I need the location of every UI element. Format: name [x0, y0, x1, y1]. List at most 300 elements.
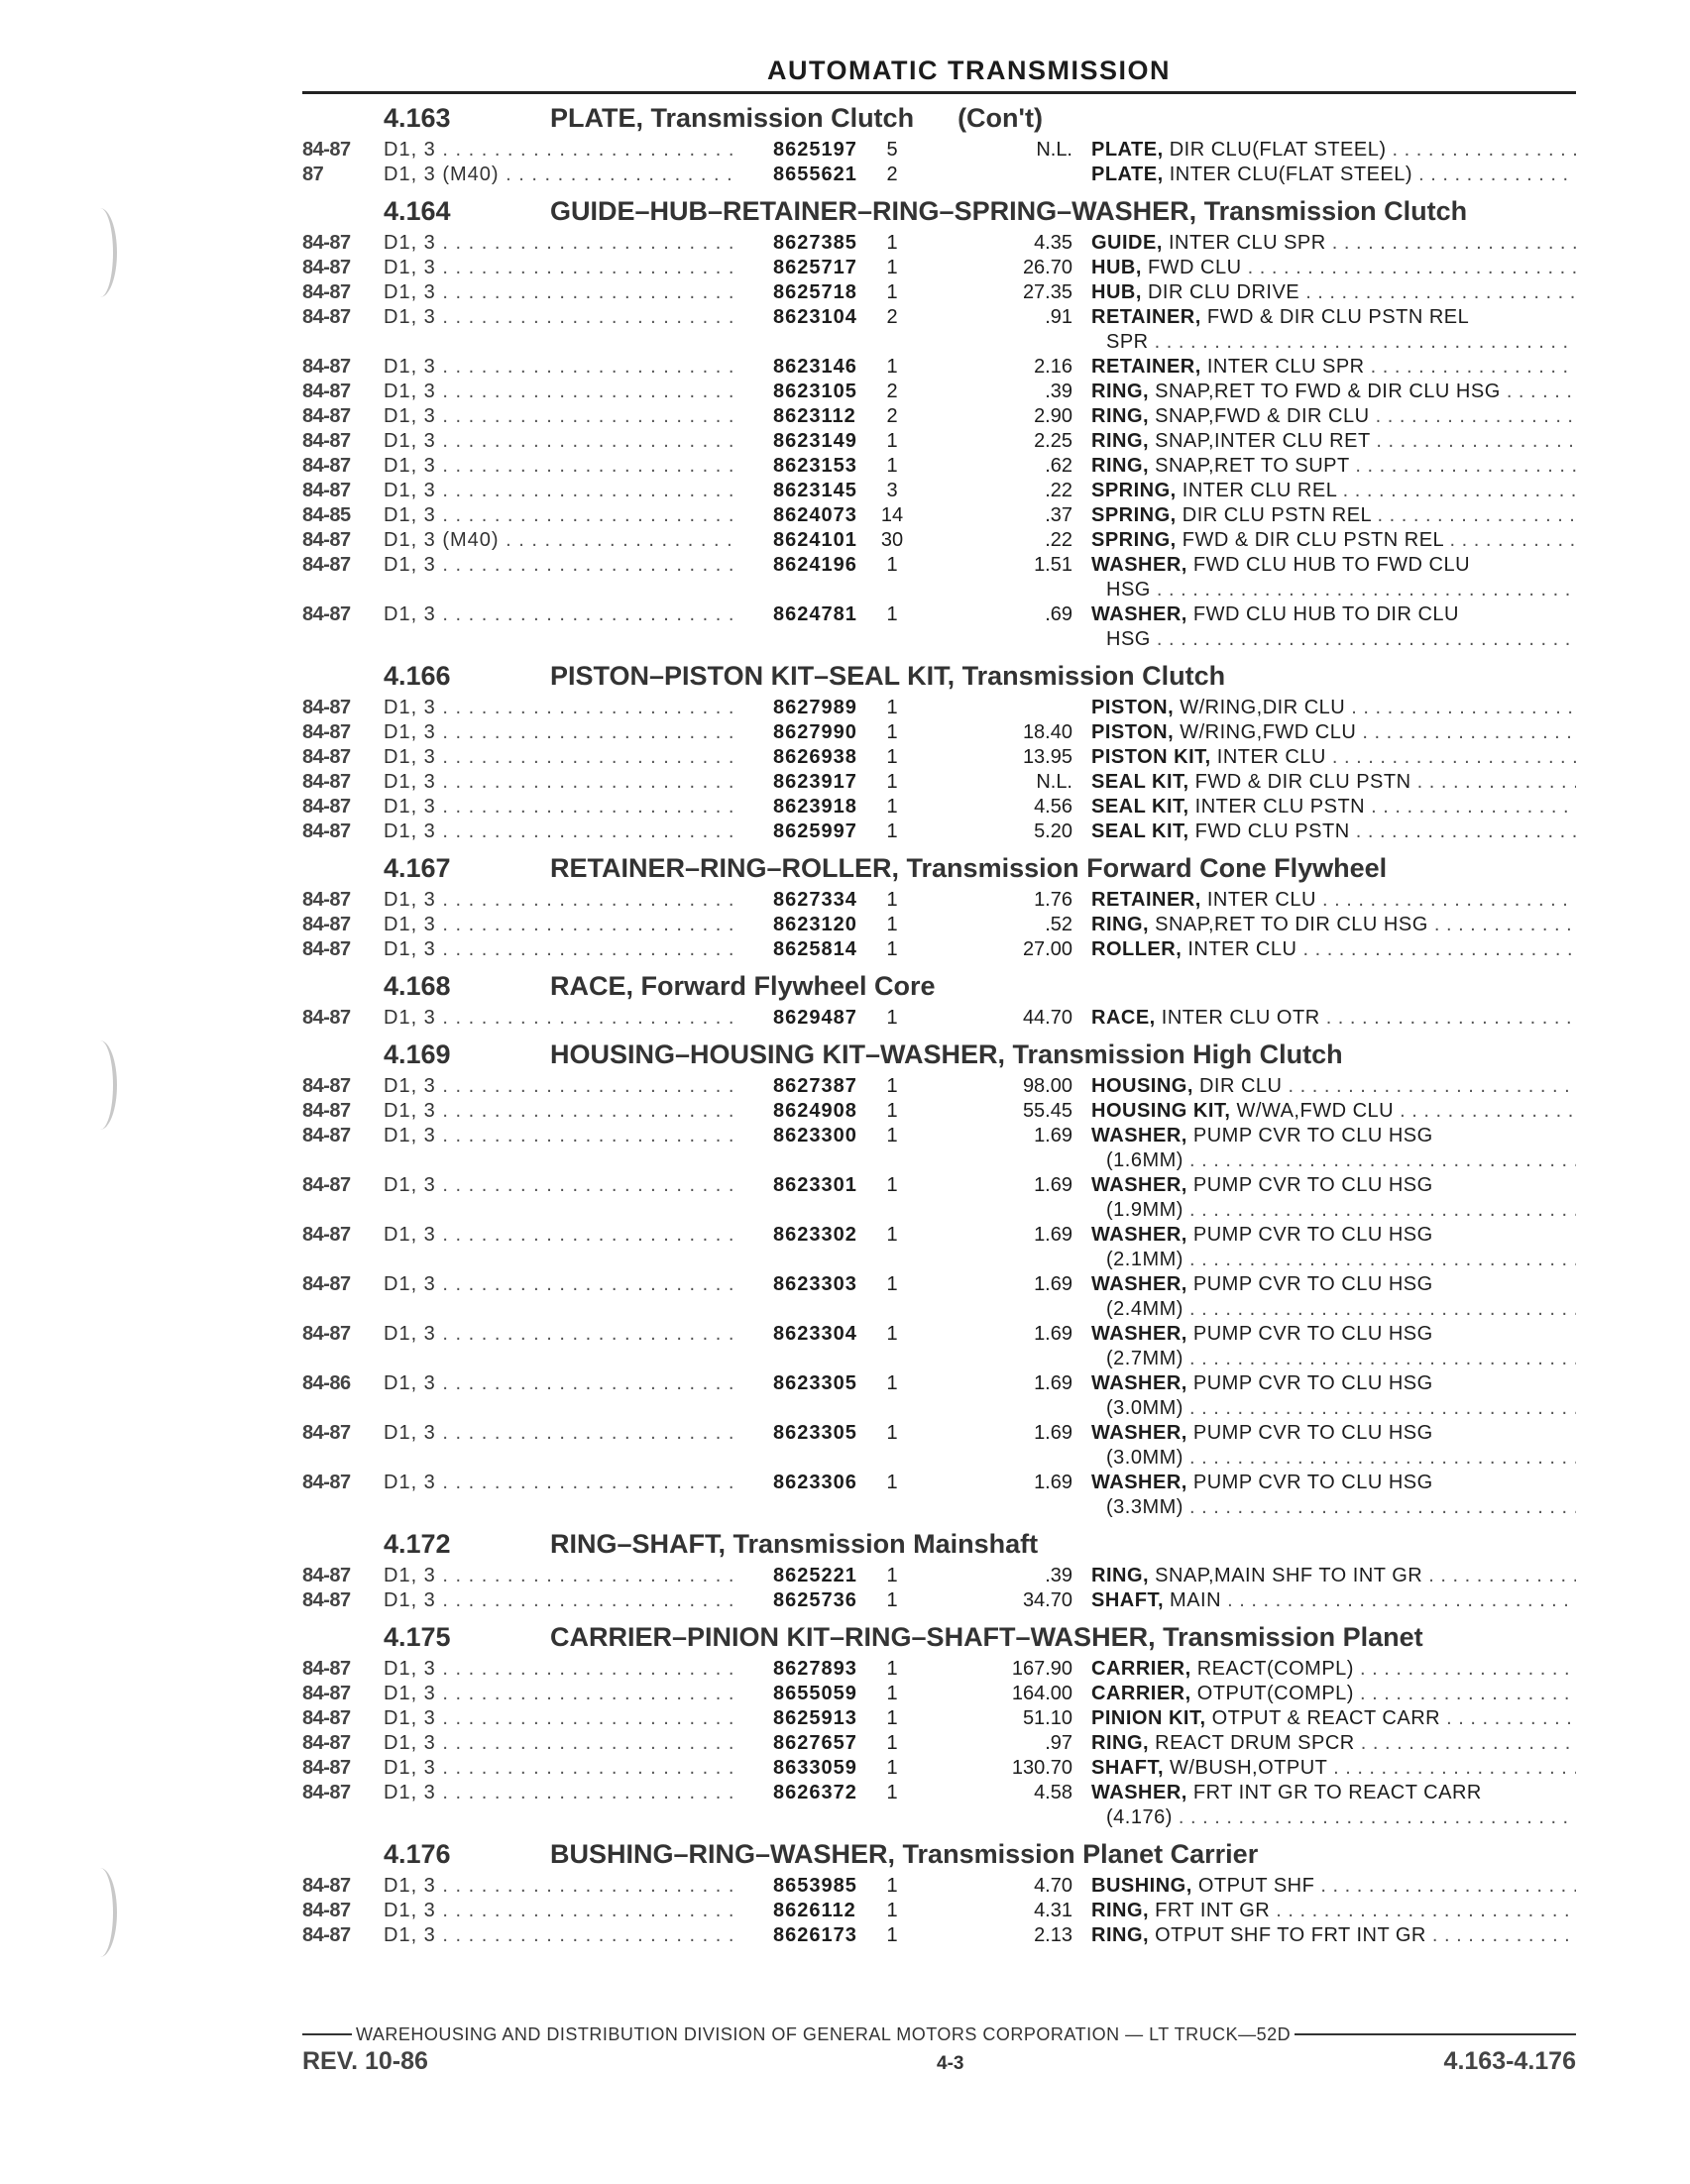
- list-price: 1.69: [1034, 1273, 1072, 1295]
- part-description: [1091, 1706, 1576, 1731]
- quantity: 1: [886, 1565, 898, 1586]
- model-years: 84-87: [302, 480, 351, 501]
- part-row: [302, 1471, 1576, 1520]
- list-price: 2.90: [1034, 405, 1072, 427]
- model-series: D1, 3 . . .: [384, 1874, 740, 1899]
- part-row: [302, 355, 1576, 380]
- description-line: [1091, 1874, 1576, 1899]
- part-description: [1091, 1371, 1576, 1421]
- model-years: 84-87: [302, 889, 351, 911]
- part-row: [302, 1322, 1576, 1371]
- model-years: 84-87: [302, 1658, 351, 1680]
- part-row: [302, 1706, 1576, 1731]
- part-name: PLATE,: [1091, 139, 1164, 161]
- model-series: D1, 3 . . .: [384, 404, 740, 429]
- part-row: [302, 138, 1576, 163]
- description-text: SNAP,RET TO SUPT: [1149, 455, 1350, 477]
- description-line: [1091, 256, 1576, 280]
- model-years: 84-87: [302, 796, 351, 818]
- part-description: [1091, 1006, 1576, 1031]
- part-number: 8625221: [773, 1565, 857, 1586]
- part-number: 8623306: [773, 1472, 857, 1493]
- part-number: 8625717: [773, 257, 857, 278]
- part-number: 8627989: [773, 697, 857, 718]
- section-title-text: HOUSING–HOUSING KIT–WASHER, Transmission High Clutch: [550, 1039, 1343, 1069]
- section-heading: [302, 1617, 1576, 1657]
- part-row: [302, 429, 1576, 454]
- model-years: 84-87: [302, 430, 351, 452]
- model-series: D1, 3 . . .: [384, 231, 740, 256]
- quantity: 1: [886, 820, 898, 842]
- quantity: 1: [886, 1732, 898, 1754]
- part-description: [1091, 1173, 1576, 1223]
- part-number: 8623305: [773, 1422, 857, 1444]
- quantity: 1: [886, 1900, 898, 1921]
- model-years: 84-87: [302, 1924, 351, 1946]
- part-name: RING,: [1091, 1732, 1150, 1754]
- description-text: FWD & DIR CLU PSTN: [1188, 771, 1411, 793]
- part-row: [302, 1657, 1576, 1682]
- part-description: [1091, 1923, 1576, 1948]
- description-line: [1091, 1006, 1576, 1031]
- description-line: [1091, 770, 1576, 795]
- description-text: SNAP,INTER CLU RET: [1149, 430, 1371, 452]
- part-row: [302, 163, 1576, 187]
- list-price: 1.69: [1034, 1224, 1072, 1246]
- part-row: [302, 1124, 1576, 1173]
- part-name: RING,: [1091, 914, 1150, 935]
- list-price: .22: [1045, 529, 1072, 551]
- part-row: [302, 1874, 1576, 1899]
- model-years: 84-87: [302, 405, 351, 427]
- description-continuation: (3.0MM) . . .: [1091, 1446, 1576, 1471]
- model-series: D1, 3 . . .: [384, 1564, 740, 1588]
- description-line: [1091, 1588, 1576, 1613]
- description-line: [1091, 355, 1576, 380]
- description-text: FRT INT GR: [1149, 1900, 1271, 1921]
- section-heading: [302, 966, 1576, 1006]
- part-name: SEAL KIT,: [1091, 796, 1189, 818]
- part-description: [1091, 528, 1576, 553]
- footer-rule-right: [1295, 2033, 1576, 2035]
- part-description: [1091, 1074, 1576, 1099]
- model-years: 84-87: [302, 603, 351, 625]
- part-number: 8625197: [773, 139, 857, 161]
- part-description: [1091, 163, 1576, 187]
- footer-publisher-line: [302, 2021, 1576, 2047]
- quantity: 14: [880, 504, 904, 526]
- catalog-section: [302, 848, 1576, 962]
- list-price: .97: [1045, 1732, 1072, 1754]
- model-series: D1, 3 . . .: [384, 503, 740, 528]
- model-years: 84-87: [302, 1683, 351, 1704]
- model-series: D1, 3 . . .: [384, 937, 740, 962]
- description-text: OTPUT(COMPL): [1190, 1683, 1354, 1704]
- part-row: [302, 1421, 1576, 1471]
- part-description: [1091, 1731, 1576, 1756]
- part-row: [302, 280, 1576, 305]
- part-description: [1091, 696, 1576, 720]
- model-years: 84-87: [302, 1589, 351, 1611]
- model-years: 84-87: [302, 1323, 351, 1345]
- section-number: 4.167: [384, 853, 451, 883]
- part-name: SPRING,: [1091, 529, 1177, 551]
- section-heading: [302, 848, 1576, 888]
- part-number: 8626173: [773, 1924, 857, 1946]
- section-title: [550, 1617, 1423, 1657]
- part-number: 8655621: [773, 164, 857, 185]
- section-title-text: GUIDE–HUB–RETAINER–RING–SPRING–WASHER, Transmission Clutch: [550, 196, 1468, 226]
- description-text: INTER CLU: [1210, 746, 1326, 768]
- part-row: [302, 1564, 1576, 1588]
- list-price: 2.13: [1034, 1924, 1072, 1946]
- part-number: 8627990: [773, 721, 857, 743]
- section-heading: [302, 1035, 1576, 1074]
- part-row: [302, 1272, 1576, 1322]
- list-price: 4.31: [1034, 1900, 1072, 1921]
- model-series: D1, 3 . . .: [384, 380, 740, 404]
- description-text: SNAP,FWD & DIR CLU: [1149, 405, 1370, 427]
- description-text: FWD CLU PSTN: [1188, 820, 1350, 842]
- part-name: RING,: [1091, 1924, 1150, 1946]
- part-description: [1091, 355, 1576, 380]
- part-number: 8623145: [773, 480, 857, 501]
- part-description: [1091, 602, 1576, 652]
- list-price: 130.70: [1011, 1757, 1072, 1779]
- quantity: 1: [886, 889, 898, 911]
- model-years: 84-87: [302, 455, 351, 477]
- part-number: 8624101: [773, 529, 857, 551]
- part-name: WASHER,: [1091, 1372, 1187, 1394]
- quantity: 1: [886, 554, 898, 576]
- model-years: 84-87: [302, 1732, 351, 1754]
- description-continuation: HSG . . .: [1091, 578, 1576, 602]
- list-price: 4.58: [1034, 1782, 1072, 1803]
- part-description: [1091, 1322, 1576, 1371]
- part-row: [302, 1899, 1576, 1923]
- model-years: 84-87: [302, 1125, 351, 1147]
- part-number: 8627657: [773, 1732, 857, 1754]
- model-years: 84-87: [302, 356, 351, 378]
- part-row: [302, 1223, 1576, 1272]
- section-title: [550, 1834, 1258, 1874]
- description-continuation: (4.176) . . .: [1091, 1805, 1576, 1830]
- part-name: RING,: [1091, 381, 1150, 402]
- quantity: 1: [886, 1174, 898, 1196]
- part-number: 8623303: [773, 1273, 857, 1295]
- list-price: 51.10: [1022, 1707, 1072, 1729]
- description-text: SNAP,MAIN SHF TO INT GR: [1149, 1565, 1423, 1586]
- part-number: 8623300: [773, 1125, 857, 1147]
- model-series: D1, 3 . . .: [384, 770, 740, 795]
- description-line: [1091, 937, 1576, 962]
- quantity: 1: [886, 697, 898, 718]
- part-number: 8624196: [773, 554, 857, 576]
- model-years: 84-87: [302, 1100, 351, 1122]
- quantity: 1: [886, 1707, 898, 1729]
- description-line: [1091, 819, 1576, 844]
- part-number: 8623104: [773, 306, 857, 328]
- quantity: 1: [886, 1924, 898, 1946]
- part-description: [1091, 819, 1576, 844]
- section-range: 4.163-4.176: [1443, 2047, 1576, 2075]
- part-number: 8625736: [773, 1589, 857, 1611]
- part-row: [302, 256, 1576, 280]
- description-line: [1091, 1899, 1576, 1923]
- description-text: DIR CLU DRIVE: [1141, 281, 1300, 303]
- catalog-page: [302, 52, 1576, 1948]
- description-line: [1091, 1223, 1576, 1248]
- part-description: [1091, 429, 1576, 454]
- part-name: WASHER,: [1091, 1422, 1187, 1444]
- section-heading: [302, 656, 1576, 696]
- part-description: [1091, 795, 1576, 819]
- model-years: 84-87: [302, 1472, 351, 1493]
- quantity: 1: [886, 746, 898, 768]
- description-line: [1091, 163, 1576, 187]
- model-series: D1, 3 . . .: [384, 913, 740, 937]
- model-series: D1, 3 . . .: [384, 454, 740, 479]
- part-description: [1091, 888, 1576, 913]
- description-continuation: (1.9MM) . . .: [1091, 1198, 1576, 1223]
- binder-hole-mark: [83, 1040, 117, 1130]
- model-years: 84-87: [302, 938, 351, 960]
- section-heading: [302, 191, 1576, 231]
- part-description: [1091, 231, 1576, 256]
- quantity: 1: [886, 771, 898, 793]
- quantity: 1: [886, 1372, 898, 1394]
- list-price: 13.95: [1022, 746, 1072, 768]
- model-years: 84-87: [302, 529, 351, 551]
- description-line: [1091, 1173, 1576, 1198]
- list-price: 4.70: [1034, 1875, 1072, 1897]
- list-price: 4.35: [1034, 232, 1072, 254]
- list-price: 2.25: [1034, 430, 1072, 452]
- description-text: INTER CLU REL: [1176, 480, 1337, 501]
- part-row: [302, 888, 1576, 913]
- part-description: [1091, 1564, 1576, 1588]
- description-line: [1091, 1421, 1576, 1446]
- model-series: D1, 3 . . .: [384, 1322, 740, 1347]
- part-row: [302, 1371, 1576, 1421]
- part-number: 8623301: [773, 1174, 857, 1196]
- list-price: .37: [1045, 504, 1072, 526]
- model-series: D1, 3 . . .: [384, 1272, 740, 1297]
- part-row: [302, 602, 1576, 652]
- part-name: SEAL KIT,: [1091, 820, 1189, 842]
- part-name: RING,: [1091, 430, 1150, 452]
- model-series: D1, 3 . . .: [384, 305, 740, 330]
- model-series: D1, 3 . . .: [384, 1124, 740, 1148]
- part-number: 8623302: [773, 1224, 857, 1246]
- part-row: [302, 305, 1576, 355]
- part-row: [302, 553, 1576, 602]
- section-title: [550, 848, 1387, 888]
- model-series: D1, 3 . . .: [384, 1899, 740, 1923]
- list-price: N.L.: [1036, 139, 1072, 161]
- quantity: 1: [886, 914, 898, 935]
- list-price: 27.00: [1022, 938, 1072, 960]
- model-years: 84-87: [302, 306, 351, 328]
- model-series: D1, 3 . . .: [384, 696, 740, 720]
- part-row: [302, 1923, 1576, 1948]
- model-years: 84-87: [302, 1757, 351, 1779]
- part-number: 8623917: [773, 771, 857, 793]
- part-number: 8623146: [773, 356, 857, 378]
- description-line: [1091, 1099, 1576, 1124]
- quantity: 2: [886, 381, 898, 402]
- model-series: D1, 3 . . .: [384, 1923, 740, 1948]
- list-price: 55.45: [1022, 1100, 1072, 1122]
- section-number: 4.163: [384, 103, 451, 133]
- title-rule: [302, 91, 1576, 94]
- model-years: 84-85: [302, 504, 351, 526]
- part-description: [1091, 1756, 1576, 1781]
- catalog-section: [302, 191, 1576, 652]
- description-text: DIR CLU: [1192, 1075, 1283, 1097]
- description-line: [1091, 305, 1576, 330]
- description-line: [1091, 503, 1576, 528]
- description-text: INTER CLU(FLAT STEEL): [1163, 164, 1413, 185]
- description-text: PUMP CVR TO CLU HSG: [1186, 1174, 1433, 1196]
- part-description: [1091, 1272, 1576, 1322]
- part-name: RETAINER,: [1091, 306, 1201, 328]
- part-row: [302, 819, 1576, 844]
- part-number: 8623153: [773, 455, 857, 477]
- part-row: [302, 1588, 1576, 1613]
- part-description: [1091, 913, 1576, 937]
- part-name: HUB,: [1091, 281, 1142, 303]
- model-series: D1, 3 . . .: [384, 1371, 740, 1396]
- quantity: 1: [886, 1007, 898, 1029]
- part-description: [1091, 1223, 1576, 1272]
- part-number: 8653985: [773, 1875, 857, 1897]
- section-title-text: RACE, Forward Flywheel Core: [550, 971, 936, 1001]
- description-line: [1091, 404, 1576, 429]
- description-text: INTER CLU PSTN: [1188, 796, 1366, 818]
- model-series: D1, 3 (M40) . . .: [384, 163, 740, 187]
- part-description: [1091, 380, 1576, 404]
- part-description: [1091, 1781, 1576, 1830]
- section-title-text: RETAINER–RING–ROLLER, Transmission Forward Cone Flywheel: [550, 853, 1388, 883]
- quantity: 1: [886, 281, 898, 303]
- part-description: [1091, 770, 1576, 795]
- part-row: [302, 1006, 1576, 1031]
- section-number: 4.172: [384, 1529, 451, 1559]
- part-name: WASHER,: [1091, 1125, 1187, 1147]
- catalog-section: [302, 1035, 1576, 1520]
- list-price: 1.69: [1034, 1472, 1072, 1493]
- description-text: PUMP CVR TO CLU HSG: [1186, 1125, 1433, 1147]
- model-series: D1, 3 . . .: [384, 1588, 740, 1613]
- description-line: [1091, 1371, 1576, 1396]
- list-price: 1.51: [1034, 554, 1072, 576]
- part-name: WASHER,: [1091, 1273, 1187, 1295]
- list-price: 18.40: [1022, 721, 1072, 743]
- model-years: 84-87: [302, 1224, 351, 1246]
- description-continuation: (3.3MM) . . .: [1091, 1495, 1576, 1520]
- model-series: D1, 3 . . .: [384, 1006, 740, 1031]
- part-name: RING,: [1091, 405, 1150, 427]
- section-title: [550, 191, 1467, 231]
- part-number: 8629487: [773, 1007, 857, 1029]
- model-years: 84-87: [302, 1900, 351, 1921]
- description-text: OTPUT SHF TO FRT INT GR: [1149, 1924, 1426, 1946]
- section-title: [550, 656, 1225, 696]
- model-years: 84-87: [302, 1174, 351, 1196]
- model-years: 87: [302, 164, 324, 185]
- quantity: 2: [886, 306, 898, 328]
- description-line: [1091, 913, 1576, 937]
- section-title: [550, 98, 1043, 138]
- description-text: FWD CLU HUB TO DIR CLU: [1186, 603, 1459, 625]
- part-number: 8624781: [773, 603, 857, 625]
- catalog-section: [302, 98, 1576, 187]
- model-series: D1, 3 . . .: [384, 553, 740, 578]
- part-description: [1091, 553, 1576, 602]
- model-series: D1, 3 . . .: [384, 1421, 740, 1446]
- quantity: 1: [886, 1125, 898, 1147]
- part-number: 8623112: [773, 405, 856, 427]
- description-text: INTER CLU: [1182, 938, 1297, 960]
- part-name: SHAFT,: [1091, 1589, 1164, 1611]
- part-number: 8627893: [773, 1658, 857, 1680]
- list-price: .39: [1045, 1565, 1072, 1586]
- quantity: 1: [886, 1683, 898, 1704]
- quantity: 3: [886, 480, 898, 501]
- model-years: 84-87: [302, 1707, 351, 1729]
- part-row: [302, 1731, 1576, 1756]
- list-price: 26.70: [1022, 257, 1072, 278]
- description-continuation: HSG . . .: [1091, 627, 1576, 652]
- part-number: 8623918: [773, 796, 857, 818]
- part-row: [302, 231, 1576, 256]
- quantity: 2: [886, 405, 898, 427]
- part-name: RING,: [1091, 1900, 1150, 1921]
- description-line: [1091, 454, 1576, 479]
- part-row: [302, 503, 1576, 528]
- description-continuation: (3.0MM) . . .: [1091, 1396, 1576, 1421]
- page-footer: [302, 2021, 1576, 2079]
- description-line: [1091, 795, 1576, 819]
- part-name: WASHER,: [1091, 1323, 1187, 1345]
- quantity: 1: [886, 232, 898, 254]
- part-number: 8624073: [773, 504, 857, 526]
- part-description: [1091, 937, 1576, 962]
- description-line: [1091, 553, 1576, 578]
- quantity: 1: [886, 1589, 898, 1611]
- quantity: 1: [886, 1757, 898, 1779]
- description-line: [1091, 280, 1576, 305]
- quantity: 1: [886, 1100, 898, 1122]
- footer-publisher-text: WAREHOUSING AND DISTRIBUTION DIVISION OF GENERAL MOTORS CORPORATION — LT TRUCK—52D: [356, 2023, 1292, 2044]
- description-continuation: (2.7MM) . . .: [1091, 1347, 1576, 1371]
- part-name: SPRING,: [1091, 480, 1177, 501]
- list-price: 1.69: [1034, 1422, 1072, 1444]
- part-name: SPRING,: [1091, 504, 1177, 526]
- section-heading: [302, 1524, 1576, 1564]
- part-name: GUIDE,: [1091, 232, 1163, 254]
- quantity: 1: [886, 1658, 898, 1680]
- catalog-section: [302, 966, 1576, 1031]
- part-number: 8626938: [773, 746, 857, 768]
- description-text: W/WA,FWD CLU: [1230, 1100, 1395, 1122]
- part-description: [1091, 1471, 1576, 1520]
- part-number: 8627334: [773, 889, 857, 911]
- part-row: [302, 1756, 1576, 1781]
- description-text: OTPUT SHF: [1191, 1875, 1315, 1897]
- part-number: 8627385: [773, 232, 857, 254]
